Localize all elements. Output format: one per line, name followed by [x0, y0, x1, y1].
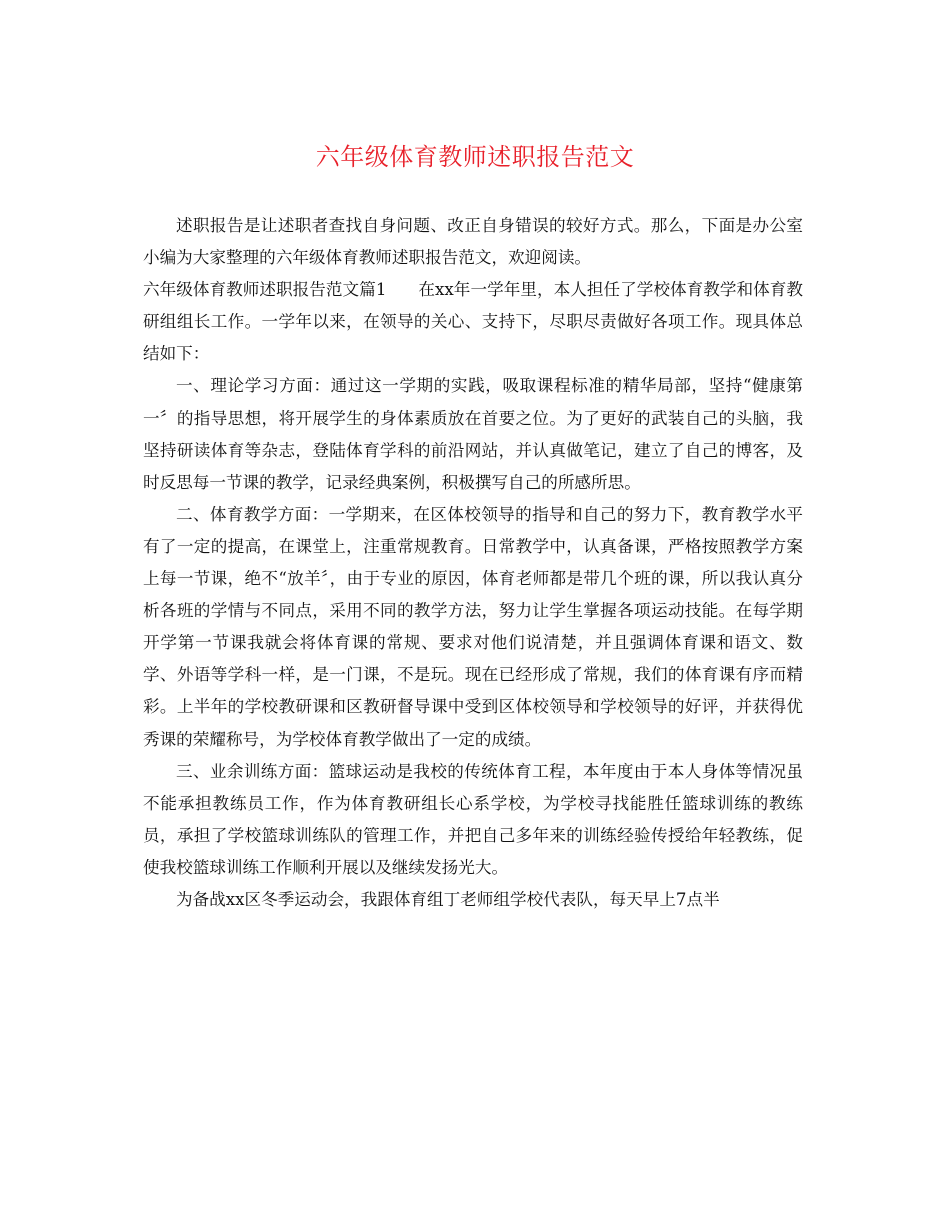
paragraph-theory: 一、理论学习方面：通过这一学期的实践，吸取课程标准的精华局部，坚持“健康第一〞的指导思想，将开展学生的身体素质放在首要之位。为了更好的武装自己的头脑，我坚持研读体育等杂志，登陆体育学科的前沿网站，并认真做笔记，建立了自己的博客，及时反思每一节课的教学，记录经典案例，积极撰写自己的所感所思。: [143, 376, 803, 492]
intro-paragraph: 述职报告是让述职者查找自身问题、改正自身错误的较好方式。那么，下面是办公室小编为大家整理的六年级体育教师述职报告范文，欢迎阅读。: [143, 216, 803, 268]
section-first-text: 在xx年一学年里，本人担任了学校体育教学和体育教研组组长工作。一学年以来，在领导的关心、支持下，尽职尽责做好各项工作。现具体总结如下：: [143, 280, 804, 364]
document-body: [143, 210, 803, 916]
section-paragraph: [143, 274, 803, 370]
paragraph-sports-meet: 为备战xx区冬季运动会，我跟体育组丁老师组学校代表队，每天早上7点半: [176, 889, 720, 909]
paragraph-training: 三、业余训练方面：篮球运动是我校的传统体育工程，本年度由于本人身体等情况虽不能承担教练员工作，作为体育教研组长心系学校，为学校寻找能胜任篮球训练的教练员，承担了学校篮球训练队的管理工作，并把自己多年来的训练经验传授给年轻教练，促使我校篮球训练工作顺利开展以及继续发扬光大。: [143, 761, 803, 877]
section-heading: 六年级体育教师述职报告范文篇1: [143, 280, 387, 300]
document-title: 六年级体育教师述职报告范文: [315, 143, 635, 171]
paragraph-teaching: 二、体育教学方面：一学期来，在区体校领导的指导和自己的努力下，教育教学水平有了一定的提高，在课堂上，注重常规教育。日常教学中，认真备课，严格按照教学方案上每一节课，绝不“放羊〞，由于专业的原因，体育老师都是带几个班的课，所以我认真分析各班的学情与不同点，采用不同的教学方法，努力让学生掌握各项运动技能。在每学期开学第一节课我就会将体育课的常规、要求对他们说清楚，并且强调体育课和语文、数学、外语等学科一样，是一门课，不是玩。现在已经形成了常规，我们的体育课有序而精彩。上半年的学校教研课和区教研督导课中受到区体校领导和学校领导的好评，并获得优秀课的荣耀称号，为学校体育教学做出了一定的成绩。: [143, 504, 803, 749]
